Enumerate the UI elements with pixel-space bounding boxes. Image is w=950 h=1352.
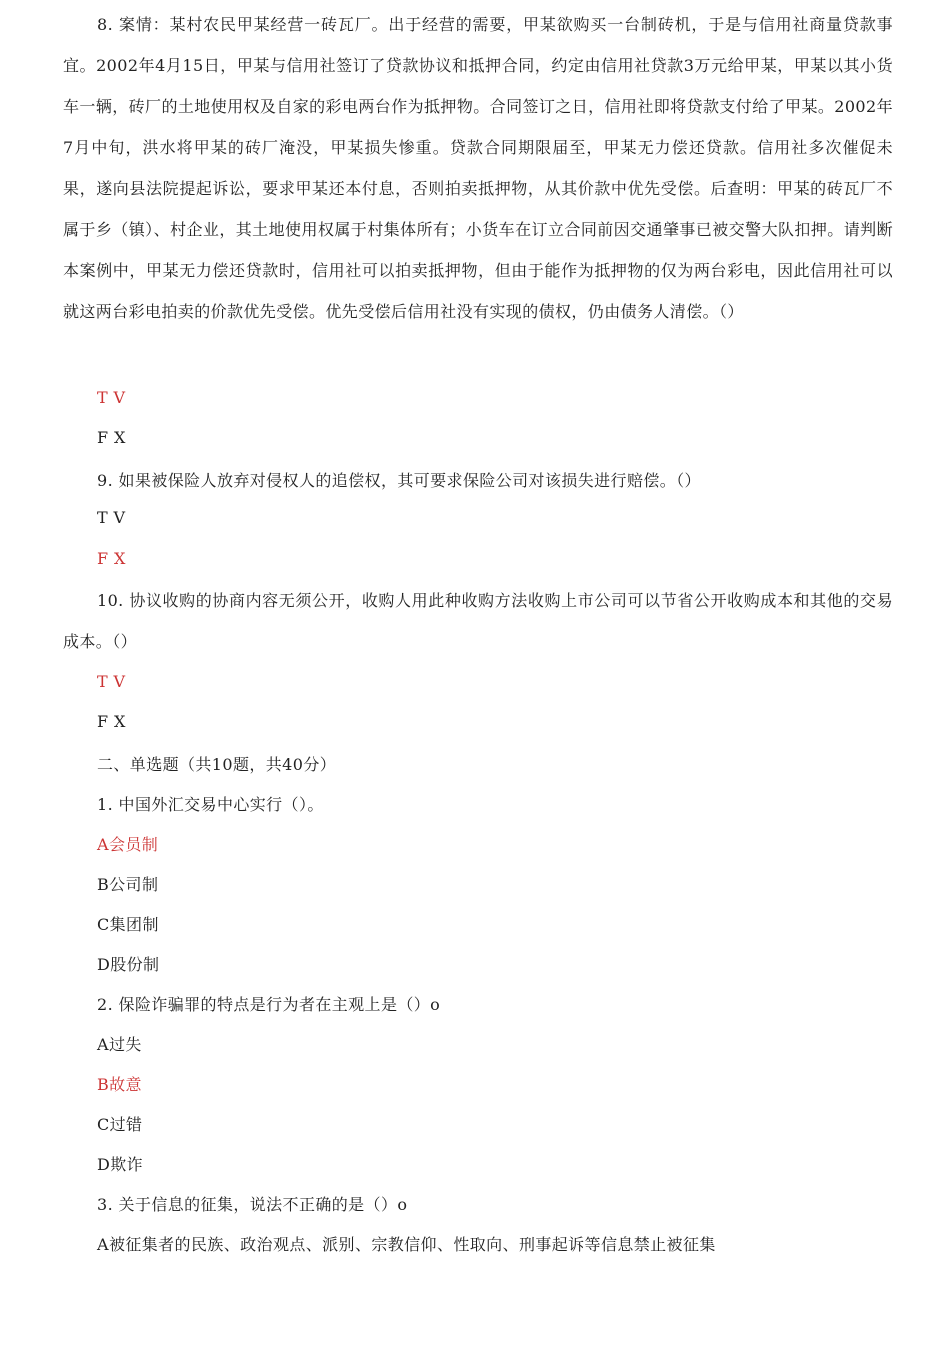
s3-option-a: A被征集者的民族、政治观点、派别、宗教信仰、性取向、刑事起诉等信息禁止被征集 bbox=[97, 1235, 716, 1254]
s1-option-d: D股份制 bbox=[97, 955, 160, 974]
s2-option-a: A过失 bbox=[97, 1035, 142, 1054]
question-9-text: 9. 如果被保险人放弃对侵权人的追偿权，其可要求保险公司对该损失进行赔偿。（） bbox=[97, 471, 701, 490]
q9-option-true: T V bbox=[97, 508, 126, 527]
q9-option-false: F X bbox=[97, 549, 126, 568]
s1-option-b: B公司制 bbox=[97, 875, 159, 894]
question-10-text: 10. 协议收购的协商内容无须公开，收购人用此种收购方法收购上市公司可以节省公开收购成本和其他的交易成本。（） bbox=[63, 591, 893, 651]
s1-option-c: C集团制 bbox=[97, 915, 159, 934]
q8-option-true: T V bbox=[97, 388, 126, 407]
q10-option-true: T V bbox=[97, 672, 126, 691]
s2-option-b: B故意 bbox=[97, 1075, 142, 1094]
s2-option-c: C过错 bbox=[97, 1115, 143, 1134]
single-choice-1-text: 1. 中国外汇交易中心实行（）。 bbox=[97, 795, 324, 814]
single-choice-3-text: 3. 关于信息的征集，说法不正确的是（）o bbox=[97, 1195, 408, 1214]
question-8-text: 8. 案情：某村农民甲某经营一砖瓦厂。出于经营的需要，甲某欲购买一台制砖机，于是与信用社商量贷款事宜。2002年4月15日，甲某与信用社签订了贷款协议和抵押合同，约定由信用社贷款3万元给甲某，甲某以其小货车一辆，砖厂的土地使用权及自家的彩电两台作为抵押物。合同签订之日，信用社即将贷款支付给了甲某。2002年7月中旬，洪水将甲某的砖厂淹没，甲某损失惨重。贷款合同期限届至，甲某无力偿还贷款。信用社多次催促未果，遂向县法院提起诉讼，要求甲某还本付息，否则拍卖抵押物，从其价款中优先受偿。后查明：甲某的砖瓦厂不属于乡（镇）、村企业，其土地使用权属于村集体所有；小货车在订立合同前因交通肇事已被交警大队扣押。请判断本案例中，甲某无力偿还贷款时，信用社可以拍卖抵押物，但由于能作为抵押物的仅为两台彩电，因此信用社可以就这两台彩电拍卖的价款优先受偿。优先受偿后信用社没有实现的债权，仍由债务人清偿。（） bbox=[63, 15, 893, 321]
q10-option-false: F X bbox=[97, 712, 126, 731]
s2-option-d: D欺诈 bbox=[97, 1155, 144, 1174]
s1-option-a: A会员制 bbox=[97, 835, 159, 854]
section-heading: 二、单选题（共10题，共40分） bbox=[97, 755, 337, 774]
single-choice-2-text: 2. 保险诈骗罪的特点是行为者在主观上是（）o bbox=[97, 995, 441, 1014]
q8-option-false: F X bbox=[97, 428, 126, 447]
